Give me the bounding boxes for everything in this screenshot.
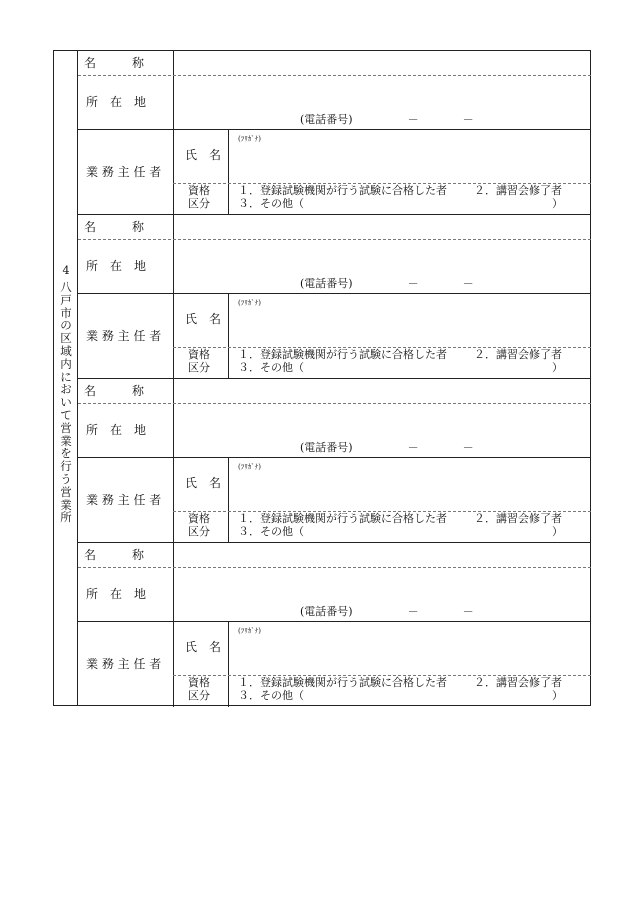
name-label: 名 称 — [84, 220, 145, 234]
phone-label: (電話番号) － － — [300, 113, 474, 126]
row-divider — [78, 403, 591, 404]
name-field[interactable] — [188, 220, 583, 236]
location-label: 所 在 地 — [86, 95, 147, 109]
qualification-option-3-close: ） — [552, 689, 563, 702]
qualification-label-1: 資格 — [188, 676, 210, 689]
person-name-field[interactable] — [238, 145, 583, 177]
qualification-option-3-close: ） — [552, 197, 563, 210]
row-divider — [78, 567, 591, 568]
phone-label: (電話番号) － － — [300, 605, 474, 618]
qualification-label-1: 資格 — [188, 512, 210, 525]
location-label: 所 在 地 — [86, 259, 147, 273]
section-number: 4 — [62, 264, 70, 277]
name-label: 名 称 — [84, 548, 145, 562]
person-name-field[interactable] — [238, 309, 583, 341]
furigana-label: (ﾌﾘｶﾞﾅ) — [238, 627, 261, 635]
furigana-label: (ﾌﾘｶﾞﾅ) — [238, 463, 261, 471]
qualification-option-1[interactable]: １．登録試験機関が行う試験に合格した者 — [238, 676, 447, 689]
location-label: 所 在 地 — [86, 587, 147, 601]
person-name-label: 氏 名 — [185, 476, 222, 490]
section-title: 八戸市の区域内において営業を行う営業所 — [60, 280, 72, 525]
phone-label: (電話番号) － － — [300, 441, 474, 454]
office-block — [78, 51, 591, 215]
qualification-option-1[interactable]: １．登録試験機関が行う試験に合格した者 — [238, 184, 447, 197]
row-divider — [78, 457, 591, 458]
furigana-label: (ﾌﾘｶﾞﾅ) — [238, 299, 261, 307]
qualification-option-2[interactable]: ２．講習会修了者 — [474, 676, 562, 689]
location-label: 所 在 地 — [86, 423, 147, 437]
phone-label: (電話番号) － － — [300, 277, 474, 290]
name-label: 名 称 — [84, 384, 145, 398]
name-field[interactable] — [188, 56, 583, 72]
furigana-label: (ﾌﾘｶﾞﾅ) — [238, 135, 261, 143]
qualification-option-3-close: ） — [552, 525, 563, 538]
row-divider — [78, 293, 591, 294]
person-name-field[interactable] — [238, 473, 583, 505]
qualification-label-2: 区分 — [188, 689, 210, 702]
subcolumn-divider — [228, 621, 229, 707]
name-field[interactable] — [188, 384, 583, 400]
qualification-option-3-close: ） — [552, 361, 563, 374]
qualification-option-3[interactable]: ３．その他（ — [238, 361, 304, 374]
qualification-option-2[interactable]: ２．講習会修了者 — [474, 348, 562, 361]
person-name-field[interactable] — [238, 637, 583, 669]
qualification-option-1[interactable]: １．登録試験機関が行う試験に合格した者 — [238, 512, 447, 525]
qualification-option-3[interactable]: ３．その他（ — [238, 525, 304, 538]
qualification-option-2[interactable]: ２．講習会修了者 — [474, 184, 562, 197]
location-field[interactable] — [188, 573, 583, 601]
manager-label: 業 務 主 任 者 — [86, 165, 162, 179]
qualification-label-2: 区分 — [188, 361, 210, 374]
qualification-option-2[interactable]: ２．講習会修了者 — [474, 512, 562, 525]
manager-label: 業 務 主 任 者 — [86, 493, 162, 507]
row-divider — [78, 75, 591, 76]
qualification-label-1: 資格 — [188, 184, 210, 197]
qualification-option-3[interactable]: ３．その他（ — [238, 689, 304, 702]
section-header-column — [54, 51, 78, 705]
location-field[interactable] — [188, 409, 583, 437]
qualification-label-2: 区分 — [188, 525, 210, 538]
location-field[interactable] — [188, 245, 583, 273]
office-form-table — [53, 50, 591, 706]
row-divider — [78, 129, 591, 130]
office-block — [78, 215, 591, 379]
office-block — [78, 379, 591, 543]
person-name-label: 氏 名 — [185, 312, 222, 326]
name-field[interactable] — [188, 548, 583, 564]
row-divider — [78, 239, 591, 240]
manager-label: 業 務 主 任 者 — [86, 657, 162, 671]
subcolumn-divider — [228, 129, 229, 215]
subcolumn-divider — [228, 457, 229, 543]
person-name-label: 氏 名 — [185, 148, 222, 162]
row-divider — [78, 621, 591, 622]
qualification-label-2: 区分 — [188, 197, 210, 210]
qualification-label-1: 資格 — [188, 348, 210, 361]
subcolumn-divider — [228, 293, 229, 379]
office-block — [78, 543, 591, 707]
qualification-option-1[interactable]: １．登録試験機関が行う試験に合格した者 — [238, 348, 447, 361]
person-name-label: 氏 名 — [185, 640, 222, 654]
qualification-option-3[interactable]: ３．その他（ — [238, 197, 304, 210]
location-field[interactable] — [188, 81, 583, 109]
manager-label: 業 務 主 任 者 — [86, 329, 162, 343]
name-label: 名 称 — [84, 56, 145, 70]
